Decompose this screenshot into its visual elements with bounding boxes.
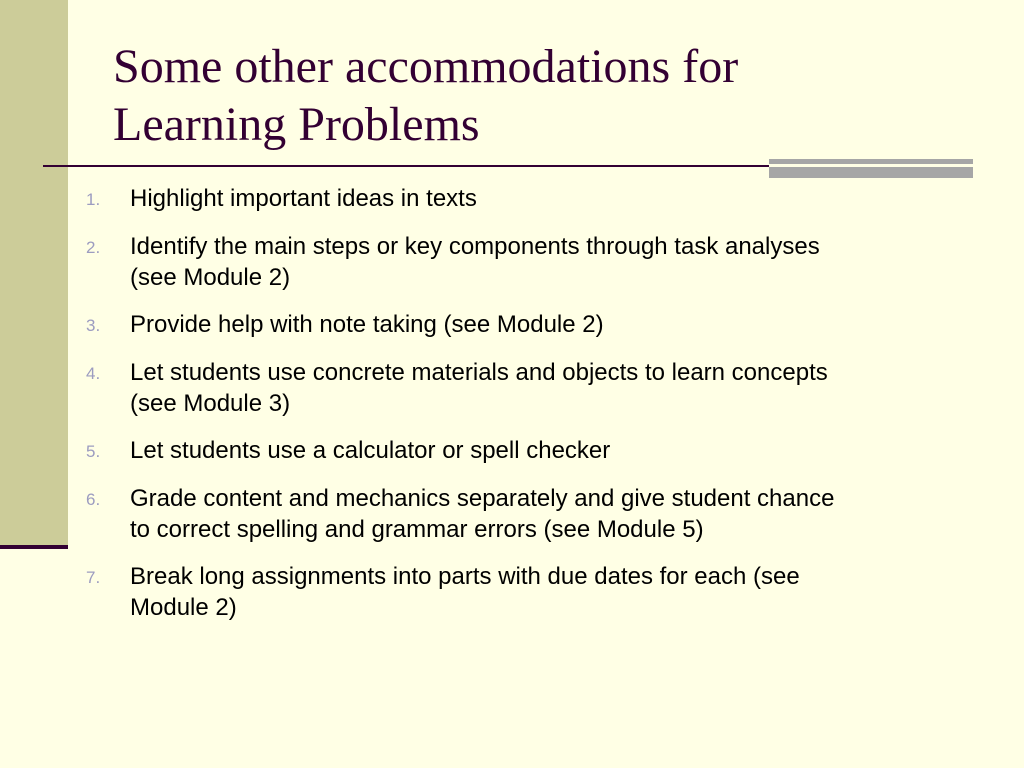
list-item-text: Let students use concrete materials and objects to learn concepts (see Module 3) [130, 359, 828, 417]
list-item-text: Break long assignments into parts with due dates for each (see Module 2) [130, 563, 800, 621]
list-item-number: 6. [86, 490, 101, 509]
list-item-number: 5. [86, 442, 101, 461]
list-item-number: 3. [86, 316, 101, 335]
list-item-3 [82, 309, 982, 341]
title-accent-inner-line [769, 164, 973, 167]
list-item-6 [82, 483, 982, 545]
title-divider-line [43, 165, 769, 167]
left-decorative-band [0, 0, 68, 546]
list-item-5 [82, 435, 982, 467]
accommodations-list [82, 183, 982, 639]
list-item-number: 1. [86, 190, 101, 209]
list-item-number: 7. [86, 568, 101, 587]
list-item-text: Let students use a calculator or spell checker [130, 437, 611, 464]
list-item-text: Grade content and mechanics separately and give student chance to correct spelling and grammar errors (see Module 5) [130, 485, 835, 543]
list-item-number: 2. [86, 238, 101, 257]
list-item-text: Highlight important ideas in texts [130, 185, 477, 212]
list-item-2 [82, 231, 982, 293]
left-band-rule [0, 545, 68, 549]
list-item-number: 4. [86, 364, 101, 383]
list-item-4 [82, 357, 982, 419]
list-item-7 [82, 561, 982, 623]
title-accent-bar [769, 159, 973, 178]
list-item-text: Provide help with note taking (see Module 2) [130, 311, 604, 338]
slide-title: Some other accommodations for Learning Problems [113, 40, 739, 151]
list-item-1 [82, 183, 982, 215]
list-item-text: Identify the main steps or key components through task analyses (see Module 2) [130, 233, 820, 291]
